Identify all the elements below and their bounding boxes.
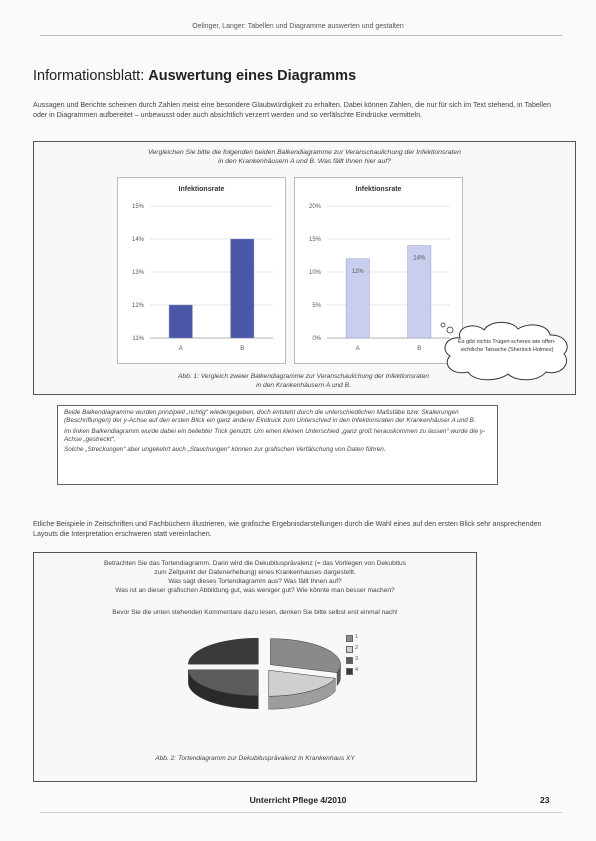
chart-left-title: Infektionsrate xyxy=(178,186,225,193)
bar-right-ytick: 15% xyxy=(308,237,321,243)
title-bold: Auswertung eines Diagramms xyxy=(148,68,357,84)
bar-chart-left xyxy=(118,178,285,363)
pie-legend-label: 4 xyxy=(355,667,359,673)
pie-legend-swatch xyxy=(346,668,353,675)
bar-right-data-label: 12% xyxy=(351,268,364,275)
running-header: Oelinger, Langer: Tabellen und Diagramme auswerten und gestalten xyxy=(192,23,404,30)
footer-rule xyxy=(40,812,562,813)
footer-page-number: 23 xyxy=(540,795,550,805)
pie-slice xyxy=(270,639,340,673)
explanation-p1: Beide Balkendiagramme wurden prinzipiell „richtig“ wiedergegeben, doch entsteht durch die unterschiedlichen Maßstäbe bzw. Skalierungen (Beschriftungen) der y-Achse auf den ersten Blick ein ganz anderer Eindruck zum Unterschied in den Infektionsraten der Krankenhäuser A und B. xyxy=(64,409,476,425)
pie-slice xyxy=(188,638,258,664)
pie-legend xyxy=(346,635,386,705)
figure2-caption: Abb. 2: Tortendiagramm zur Dekubitusprävalenz in Krankenhaus XY xyxy=(155,755,355,762)
box1-question-line2: in den Krankenhäusern A und B. Was fällt Ihnen hier auf? xyxy=(218,158,391,165)
bar-left-ytick: 13% xyxy=(131,270,144,276)
bar-right-ytick: 10% xyxy=(308,270,321,276)
chart-right-title: Infektionsrate xyxy=(355,186,402,193)
title-prefix: Informationsblatt: xyxy=(33,68,149,84)
box3-line3: Was sagt dieses Tortendiagramm aus? Was fällt Ihnen auf? xyxy=(168,578,342,585)
bar-left-ytick: 12% xyxy=(131,303,144,309)
explanation-p3: Solche „Streckungen“ aber ungekehrt auch „Stauchungen“ können zur grafischen Verfälschung von Daten führen. xyxy=(64,446,386,454)
bar-left-xtick: A xyxy=(178,346,183,352)
bar-chart-right xyxy=(295,178,462,363)
pie-legend-label: 1 xyxy=(355,634,359,640)
box3-line2: zum Zeitpunkt der Datenerhebung) eines Krankenhauses dargestellt. xyxy=(154,569,356,576)
box3-line4: Was ist an dieser grafischen Abbildung gut, was weniger gut? Wie könnte man besser machen? xyxy=(115,587,395,594)
figure1-caption-line2: in den Krankenhäusern A und B. xyxy=(256,382,351,389)
pie-legend-label: 2 xyxy=(355,645,359,651)
second-paragraph: Etliche Beispiele in Zeitschriften und Fachbüchern illustrieren, wie grafische Ergebnisdarstellungen durch die Wahl eines auf den ersten Blick sehr ansprechenden Layouts die Interpretation erschweren statt vereinfachen. xyxy=(33,520,542,538)
pie-legend-swatch xyxy=(346,657,353,664)
bar-right-xtick: B xyxy=(417,346,422,352)
header-rule xyxy=(40,35,562,36)
explanation-box xyxy=(57,405,498,485)
bar-right-ytick: 20% xyxy=(308,204,321,210)
bar-chart-left-panel xyxy=(117,177,286,364)
bar-left-xtick: B xyxy=(240,346,245,352)
pie-legend-label: 3 xyxy=(355,656,359,662)
box3-line1: Betrachten Sie das Tortendiagramm. Darin wird die Dekubitusprävalenz (= das Vorliegen von Dekubitus xyxy=(103,560,407,567)
bar-left-bar xyxy=(169,305,192,338)
bar-left-ytick: 15% xyxy=(131,204,144,210)
box3-line5: Bevor Sie die unten stehenden Kommentare dazu lesen, denken Sie bitte selbst erst einmal nach! xyxy=(112,609,398,616)
box1-question-line1: Vergleichen Sie bitte die folgenden beiden Balkendiagramme zur Veranschaulichung der Infektionsraten xyxy=(148,149,461,156)
intro-paragraph: Aussagen und Berichte scheinen durch Zahlen meist eine besondere Glaubwürdigkeit zu erhalten. Dabei können Zahlen, die nur für sich im Text stehend, in Tabellen oder in Diagrammen aufbereitet – unbewusst oder auch absichtlich verzerrt werden und so verfälschte Eindrücke vermitteln. xyxy=(33,101,551,119)
bar-right-ytick: 5% xyxy=(312,303,321,309)
bar-right-data-label: 14% xyxy=(413,255,426,262)
pie-legend-swatch xyxy=(346,635,353,642)
figure1-caption-line1: Abb. 1: Vergleich zweier Balkendiagramme zur Veranschaulichung der Infektionsraten xyxy=(178,373,429,380)
bar-right-xtick: A xyxy=(355,346,360,352)
footer-journal: Unterricht Pflege 4/2010 xyxy=(249,795,347,805)
pie-legend-swatch xyxy=(346,646,353,653)
cloud-quote: Es gibt nichts Trügeri-scheres wie offen-sichtliche Tatsache (Sherlock Holmes) xyxy=(458,339,556,353)
figure1-caption xyxy=(33,372,574,390)
bar-right-ytick: 0% xyxy=(312,336,321,342)
explanation-p2: Im linken Balkendiagramm wurde dabei ein beliebter Trick genutzt. Um einen kleinen Unterschied „ganz groß herauskommen zu lassen“ wurde die y-Achse „gestreckt“. xyxy=(64,427,486,443)
bar-left-ytick: 14% xyxy=(131,237,144,243)
pie-chart xyxy=(164,621,364,731)
bar-left-ytick: 11% xyxy=(132,336,144,342)
page-title xyxy=(33,68,356,84)
pie-chart-box xyxy=(33,552,477,782)
bar-left-bar xyxy=(231,239,254,338)
